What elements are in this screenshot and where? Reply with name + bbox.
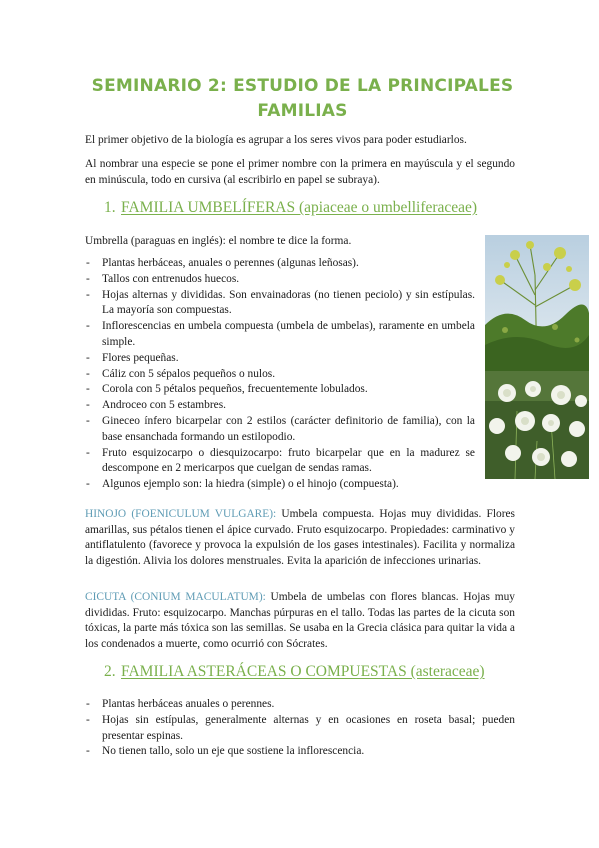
list-item: - Fruto esquizocarpo o diesquizocarpo: fruto bicarpelar que en la madurez se descompone en 2 mericarpos que cuelgan de sendas ramas. bbox=[85, 446, 475, 478]
intro-paragraph-1: El primer objetivo de la biología es agrupar a los seres vivos para poder estudiarlos. bbox=[85, 134, 467, 146]
cicuta-text: Umbela de umbelas con flores blancas. Hojas muy divididas. Fruto: esquizocarpo. Manchas púrpuras en el tallo. Todas las partes de la cicuta son tóxicas, la parte más tóxica son las semillas. Se usaba en la Grecia clásica para quitar la vida a los condenados a muerte, como ocurrió con Sócrates. bbox=[85, 591, 515, 650]
list-item: - Tallos con entrenudos huecos. bbox=[85, 272, 475, 288]
section-2-number: 2. bbox=[104, 663, 116, 680]
list-item: - Gineceo ínfero bicarpelar con 2 estilos (carácter definitorio de familia), con la base ensanchada formando un estilopodio. bbox=[85, 414, 475, 446]
cicuta-paragraph bbox=[85, 590, 515, 652]
section-1-heading bbox=[104, 199, 477, 217]
list-item: - Hojas alternas y divididas. Son envainadoras (no tienen peciolo) y sin estípulas. La mayoría son compuestas. bbox=[85, 288, 475, 320]
section-1-lead: Umbrella (paraguas en inglés): el nombre te dice la forma. bbox=[85, 235, 352, 247]
list-item: - Inflorescencias en umbela compuesta (umbela de umbelas), raramente en umbela simple. bbox=[85, 319, 475, 351]
section-1-number: 1. bbox=[104, 199, 116, 216]
section-2-title: FAMILIA ASTERÁCEAS O COMPUESTAS (asteraceae) bbox=[121, 663, 485, 680]
section-1-title: FAMILIA UMBELÍFERAS (apiaceae o umbelliferaceae) bbox=[121, 199, 478, 216]
list-item: - Cáliz con 5 sépalos pequeños o nulos. bbox=[85, 367, 475, 383]
hinojo-paragraph bbox=[85, 507, 515, 569]
list-item: - Flores pequeñas. bbox=[85, 351, 475, 367]
list-item: - Corola con 5 pétalos pequeños, frecuentemente lobulados. bbox=[85, 382, 475, 398]
hemlock-photo bbox=[485, 371, 589, 479]
section-2-heading bbox=[104, 663, 485, 681]
list-item: - Hojas sin estípulas, generalmente alternas y en ocasiones en roseta basal; pueden presentar espinas. bbox=[85, 713, 515, 745]
list-item: - Plantas herbáceas, anuales o perennes (algunas leñosas). bbox=[85, 256, 475, 272]
section-1-list bbox=[85, 256, 475, 493]
fennel-photo bbox=[485, 235, 589, 371]
cicuta-label: CICUTA (CONIUM MACULATUM): bbox=[85, 591, 266, 603]
hinojo-text: Umbela compuesta. Hojas muy divididas. Flores amarillas, sus pétalos tienen el ápice curvado. Fruto esquizocarpo. Propiedades: carminativo y antiflatulento (favorece y provoca la expulsión de los gases intestinales). Facilita y normaliza la digestión. Alivia los dolores menstruales. Evita la aparición de infecciones urinarias. bbox=[85, 508, 515, 567]
section-2-list bbox=[85, 697, 515, 760]
list-item: - Plantas herbáceas anuales o perennes. bbox=[85, 697, 515, 713]
list-item: - Androceo con 5 estambres. bbox=[85, 398, 475, 414]
title-line-2: FAMILIAS bbox=[257, 101, 348, 121]
hinojo-label: HINOJO (FOENICULUM VULGARE): bbox=[85, 508, 277, 520]
list-item: - No tienen tallo, solo un eje que sostiene la inflorescencia. bbox=[85, 744, 515, 760]
title-line-1: SEMINARIO 2: ESTUDIO DE LA PRINCIPALES bbox=[91, 76, 514, 96]
intro-paragraph-2: Al nombrar una especie se pone el primer nombre con la primera en mayúscula y el segundo en minúscula, todo en cursiva (al escribirlo en papel se subraya). bbox=[85, 158, 515, 186]
list-item: - Algunos ejemplo son: la hiedra (simple) o el hinojo (compuesta). bbox=[85, 477, 475, 493]
page-title bbox=[80, 74, 525, 124]
